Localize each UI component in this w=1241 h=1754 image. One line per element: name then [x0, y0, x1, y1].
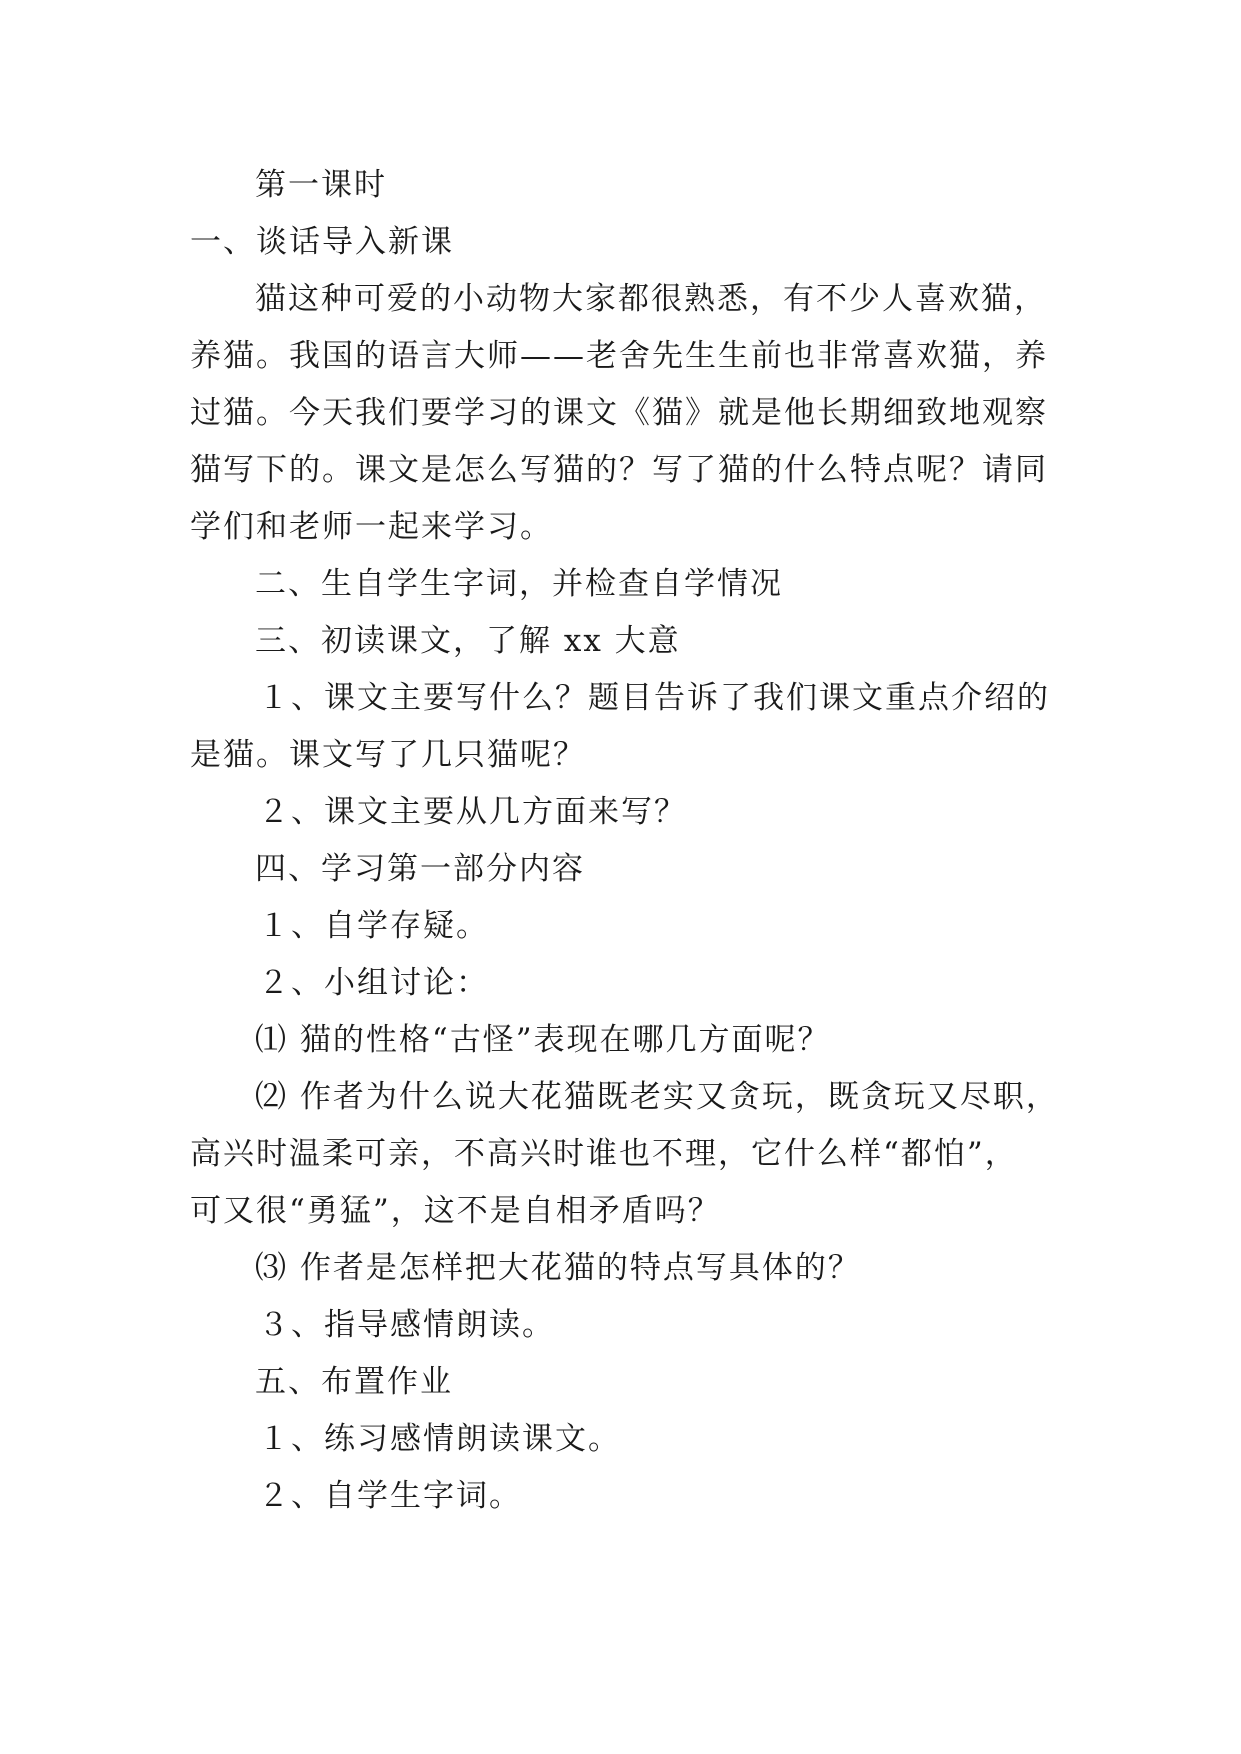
- section-3-item-2: ２、课文主要从几方面来写？: [258, 794, 687, 830]
- discussion-question-1: ⑴ 猫的性格“古怪”表现在哪几方面呢？: [255, 1022, 831, 1058]
- discussion-question-2-line-1: ⑵ 作者为什么说大花猫既老实又贪玩，既贪玩又尽职，: [255, 1079, 1059, 1115]
- section-5-heading: 五、布置作业: [255, 1364, 453, 1400]
- intro-paragraph-line-1: 猫这种可爱的小动物大家都很熟悉，有不少人喜欢猫，: [255, 281, 1047, 317]
- section-4-heading: 四、学习第一部分内容: [255, 851, 585, 887]
- intro-paragraph-line-5: 学们和老师一起来学习。: [190, 509, 553, 545]
- section-1-heading: 一、谈话导入新课: [190, 224, 454, 260]
- discussion-question-2-line-2: 高兴时温柔可亲，不高兴时谁也不理，它什么样“都怕”，: [190, 1136, 1018, 1172]
- section-2-heading: 二、生自学生字词，并检查自学情况: [255, 566, 783, 602]
- section-5-item-1: １、练习感情朗读课文。: [258, 1421, 621, 1457]
- section-5-item-2: ２、自学生字词。: [258, 1478, 522, 1514]
- section-3-item-1-line-1: １、课文主要写什么？题目告诉了我们课文重点介绍的: [258, 680, 1050, 716]
- lesson-title: 第一课时: [255, 167, 387, 203]
- intro-paragraph-line-4: 猫写下的。课文是怎么写猫的？写了猫的什么特点呢？请同: [190, 452, 1048, 488]
- section-3-heading: 三、初读课文，了解 xx 大意: [255, 623, 681, 659]
- section-3-item-1-line-2: 是猫。课文写了几只猫呢？: [190, 737, 586, 773]
- section-4-item-3: ３、指导感情朗读。: [258, 1307, 555, 1343]
- section-4-item-2: ２、小组讨论：: [258, 965, 489, 1001]
- discussion-question-2-line-3: 可又很“勇猛”，这不是自相矛盾吗？: [190, 1193, 721, 1229]
- intro-paragraph-line-3: 过猫。今天我们要学习的课文《猫》就是他长期细致地观察: [190, 395, 1048, 431]
- discussion-question-3: ⑶ 作者是怎样把大花猫的特点写具体的？: [255, 1250, 861, 1286]
- intro-paragraph-line-2: 养猫。我国的语言大师——老舍先生生前也非常喜欢猫，养: [190, 338, 1048, 374]
- section-4-item-1: １、自学存疑。: [258, 908, 489, 944]
